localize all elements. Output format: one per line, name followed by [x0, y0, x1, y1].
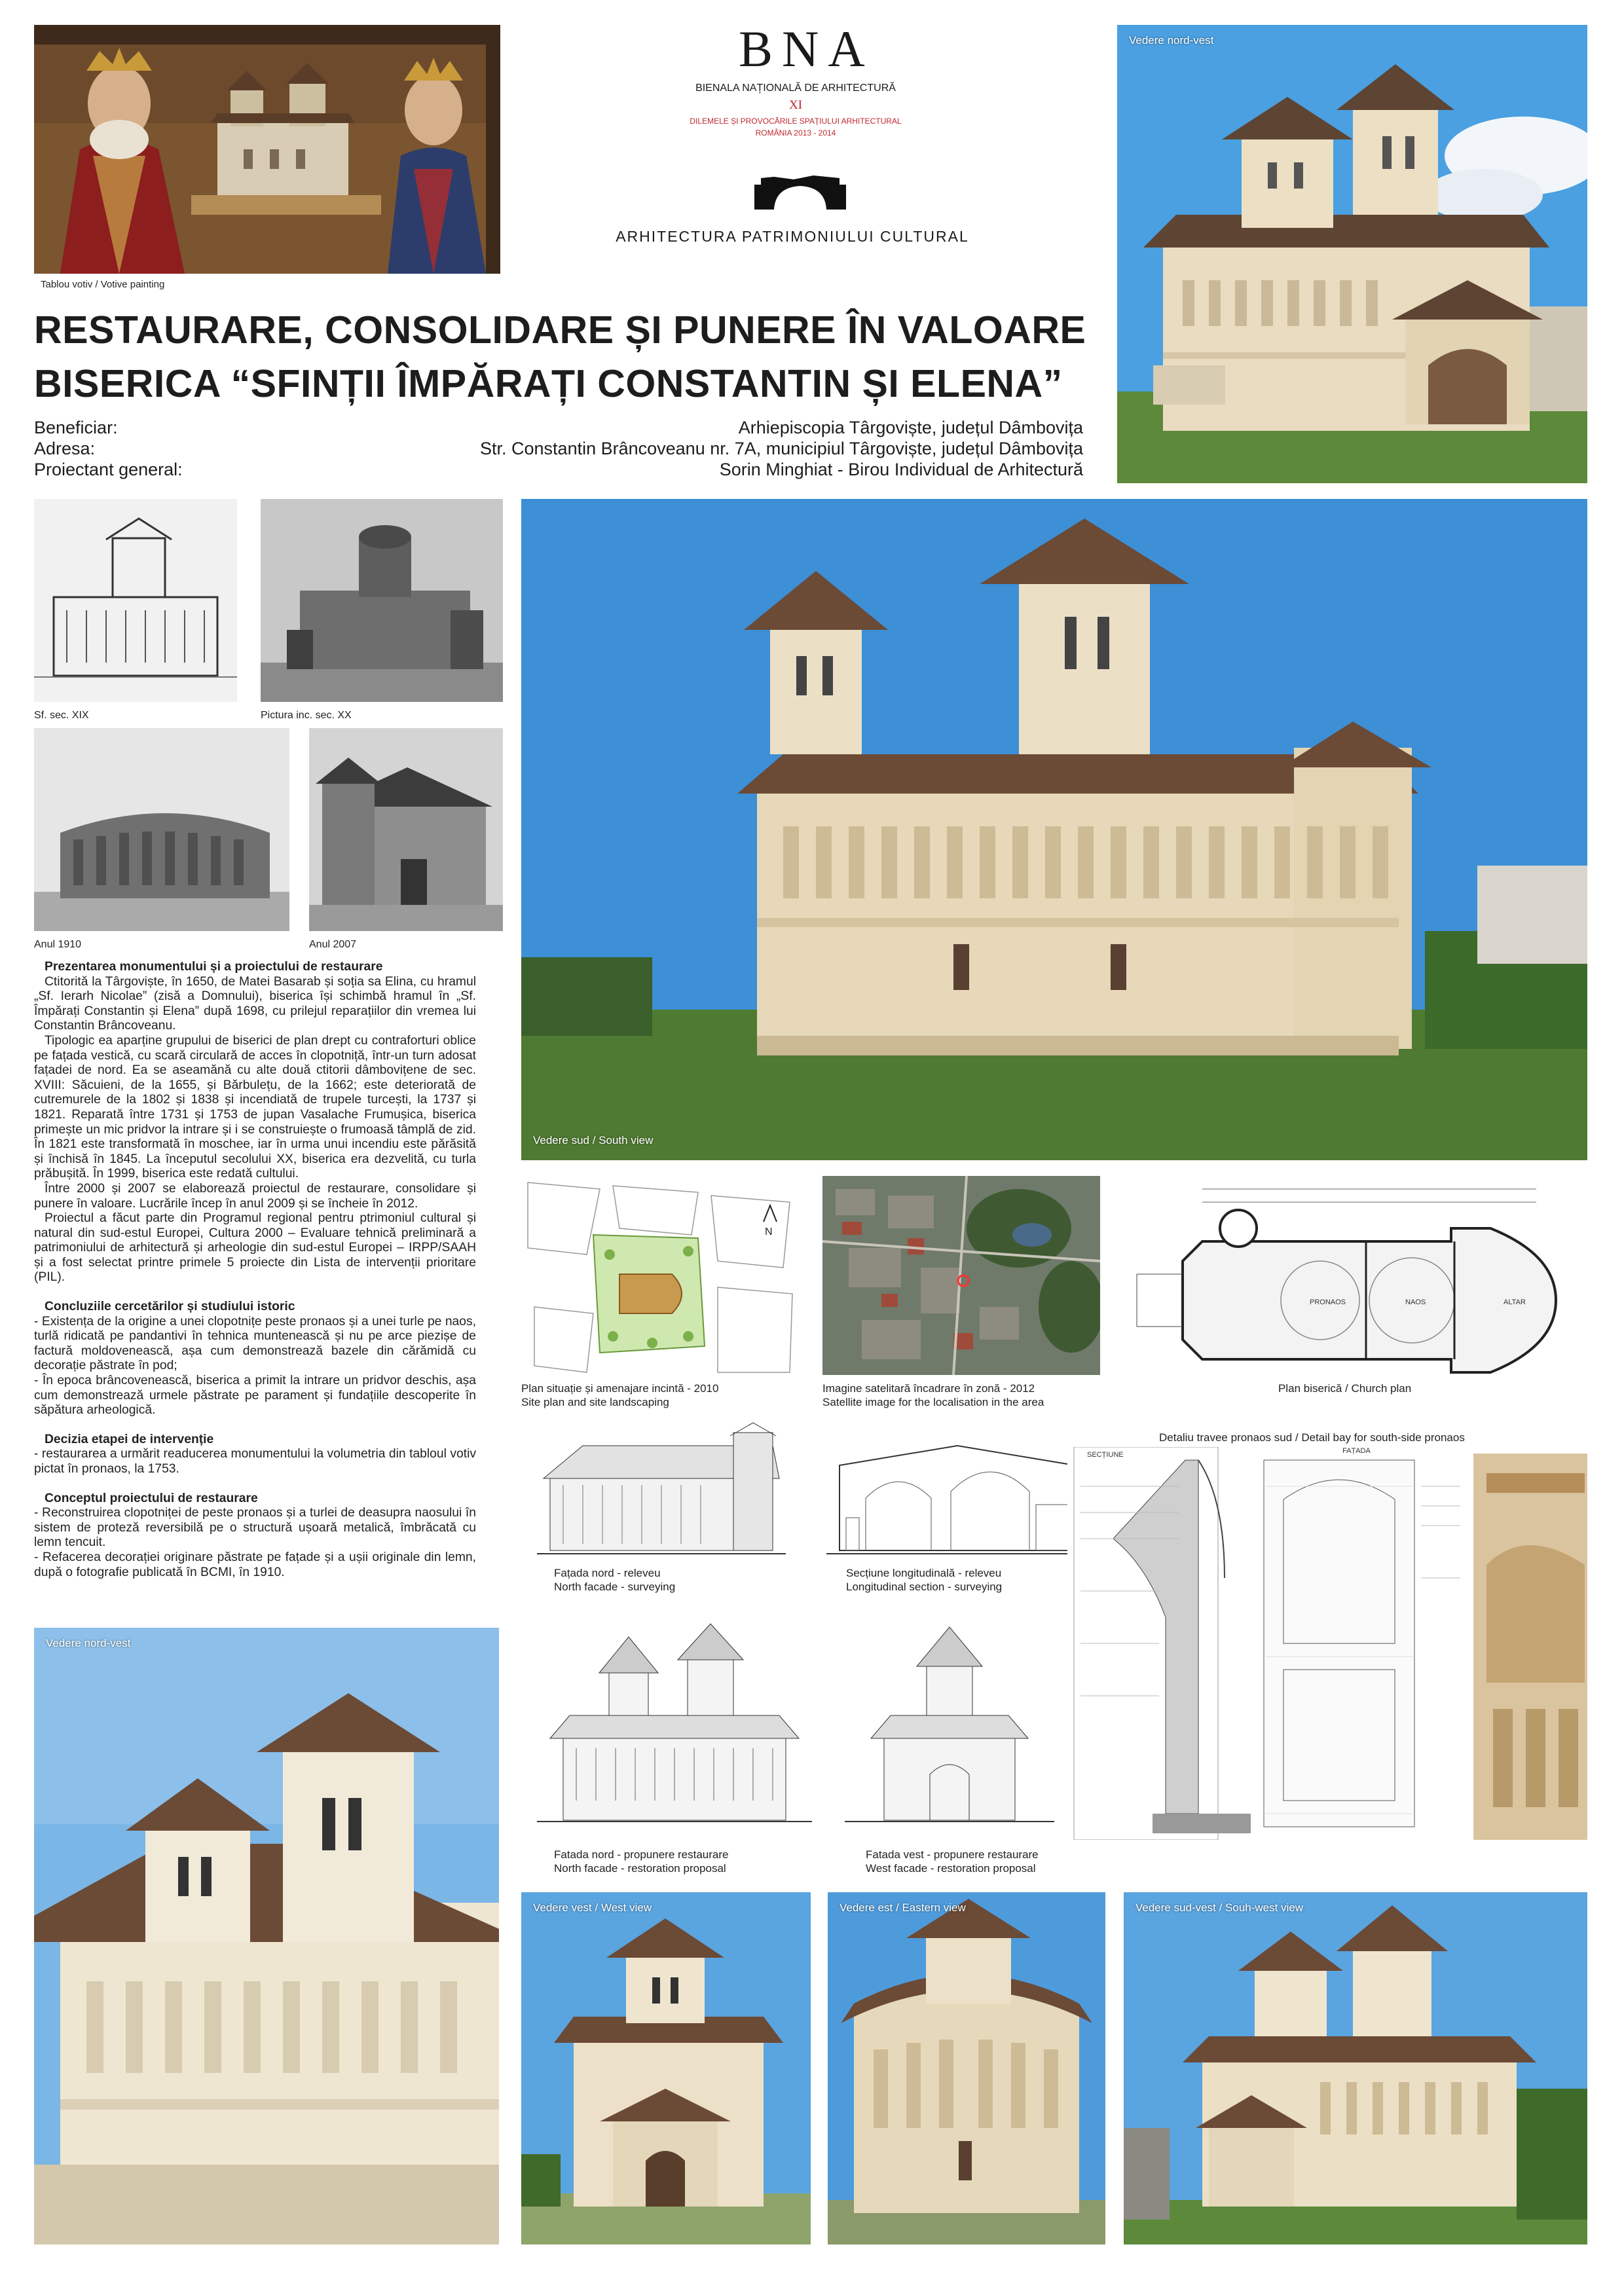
northwest-view-photo: [1117, 25, 1587, 483]
paragraph-1: Ctitorită la Târgoviște, în 1650, de Matei Basarab și soția sa Elina, cu hramul „Sf. Ierarh Nicolae” (zisă a Domnului), biserica își schimbă hramul în „Sf. Împărați Constantin și Elena” după 1698, cu prilejul reparațiilor din vremea lui Constantin Brâncoveanu.: [34, 974, 476, 1033]
north-facade-proposal-drawing: [537, 1617, 812, 1833]
title-line-2: BISERICA “SFINȚII ÎMPĂRAȚI CONSTANTIN ȘI ELENA”: [34, 362, 1063, 405]
southwest-view-label: Vedere sud-vest / Souh-west view: [1135, 1901, 1304, 1914]
west-view-photo: [521, 1892, 811, 2245]
east-view-photo: [828, 1892, 1105, 2245]
historic-caption-1: Sf. sec. XIX: [34, 710, 89, 721]
paragraph-7: - restaurarea a urmărit readucerea monumentului la volumetria din tabloul votiv pictat în pronaos, la 1753.: [34, 1447, 476, 1476]
historic-caption-3: Anul 1910: [34, 939, 82, 950]
edition-badge: XI: [788, 98, 803, 112]
historic-caption-2: Pictura inc. sec. XX: [261, 710, 352, 721]
info-label-beneficiary: Beneficiar:: [34, 418, 118, 437]
site-plan-caption-2: Site plan and site landscaping: [521, 1396, 669, 1408]
historic-photo-1910: [34, 728, 289, 931]
historic-photo-early-20th: [261, 499, 503, 702]
section-name: ARHITECTURA PATRIMONIULUI CULTURAL: [616, 228, 969, 245]
info-label-designer: Proiectant general:: [34, 460, 183, 479]
theme-line-1: DILEMELE ȘI PROVOCĂRILE SPAȚIULUI ARHITECTURAL: [690, 117, 902, 126]
heading-presentation: Prezentarea monumentului și a proiectului de restaurare: [45, 960, 383, 974]
longitudinal-section-drawing: [826, 1420, 1088, 1564]
site-plan-drawing: [521, 1176, 799, 1379]
southwest-view-photo: [1124, 1892, 1587, 2245]
votive-caption: Tablou votiv / Votive painting: [41, 279, 165, 290]
heading-conclusions: Concluziile cercetărilor și studiului istoric: [45, 1300, 295, 1314]
detail-bay-drawing: [1067, 1447, 1587, 1840]
south-view-photo: [521, 499, 1587, 1160]
detail-label-section: SECȚIUNE: [1087, 1451, 1124, 1459]
north-facade-proposal-caption-2: North facade - restoration proposal: [554, 1862, 726, 1875]
votive-painting-image: [34, 25, 500, 274]
northwest-bottom-label: Vedere nord-vest: [46, 1637, 131, 1649]
north-facade-proposal-caption-1: Fatada nord - propunere restaurare: [554, 1848, 729, 1861]
paragraph-2: Tipologic ea aparține grupului de biserici de plan drept cu contraforturi oblice pe fațada vestică, cu scară circulară de acces în clopotniță, într-un turn adosat fațadei de nord. Ea se aseamănă cu alte două ctitorii dâmbovițene de sec. XVIII: Săcuieni, de la 1655, și Bărbulețu, de la 1662; este deteriorată de cutremurele de la 1802 și 1838 și incendiată de trupele turcești, la 1737 și 1821. Reparată între 1731 și 1753 de jupan Vasalache Frumușica, biserica primește un mic pridvor la intrare și i se construiește o frumoasă tâmplă de zid. În 1821 este transformată în moschee, iar în urma unui incendiu este părăsită și închisă în 1845. La începutul secolului XX, biserica era dezvelită, cu turla prăbușită. În 1999, biserica este redată cultului.: [34, 1033, 476, 1181]
paragraph-9: - Refacerea decorației originare păstrate pe fațade și a ușii originale din lemn, după o fotografie publicată în BCMI, în 1910.: [34, 1550, 476, 1579]
west-view-label: Vedere vest / West view: [533, 1901, 652, 1914]
northwest-view-photo-bottom: [34, 1628, 499, 2245]
historic-caption-4: Anul 2007: [309, 939, 357, 950]
west-facade-proposal-drawing: [845, 1617, 1054, 1833]
theme-line-2: ROMÂNIA 2013 - 2014: [755, 128, 836, 137]
info-value-address: Str. Constantin Brâncoveanu nr. 7A, municipiul Târgoviște, județul Dâmbovița: [480, 439, 1083, 458]
info-label-address: Adresa:: [34, 439, 96, 458]
north-facade-survey-drawing: [537, 1420, 786, 1564]
northwest-view-label: Vedere nord-vest: [1129, 34, 1214, 46]
north-facade-survey-caption-1: Fațada nord - releveu: [554, 1567, 661, 1579]
south-view-label: Vedere sud / South view: [533, 1134, 654, 1146]
plan-label-pronaos: PRONAOS: [1310, 1298, 1346, 1306]
bna-logo: BNA: [739, 20, 874, 77]
title-line-1: RESTAURARE, CONSOLIDARE ȘI PUNERE ÎN VALOARE: [34, 308, 1086, 352]
biennale-name: BIENALA NAȚIONALĂ DE ARHITECTURĂ: [695, 82, 896, 94]
svg-text:N: N: [765, 1226, 773, 1237]
description-text: [34, 960, 476, 1580]
paragraph-8: - Reconstruirea clopotniței de peste pronaos și a turlei de deasupra naosului în sistem de proteză reversibilă pe o structură ușoară metalică, îmbrăcată cu lemn tencuit.: [34, 1506, 476, 1550]
longitudinal-section-caption-2: Longitudinal section - surveying: [846, 1581, 1003, 1593]
paragraph-3: Între 2000 și 2007 se elaborează proiectul de restaurare, consolidare și punere în valoare. Lucrările încep în anul 2009 și se încheie în 2012.: [34, 1181, 476, 1211]
heading-concept: Conceptul proiectului de restaurare: [45, 1491, 258, 1505]
detail-label-facade: FAȚADA: [1342, 1447, 1371, 1455]
bridge-logo-icon: [754, 172, 846, 211]
north-facade-survey-caption-2: North facade - surveying: [554, 1581, 676, 1593]
plan-label-altar: ALTAR: [1504, 1298, 1526, 1306]
historic-photo-2007: [309, 728, 503, 931]
info-value-beneficiary: Arhiepiscopia Târgoviște, județul Dâmbovița: [738, 418, 1083, 437]
site-plan-caption-1: Plan situație și amenajare incintă - 2010: [521, 1382, 719, 1395]
church-plan-drawing: [1124, 1176, 1587, 1379]
satellite-image: [822, 1176, 1100, 1375]
west-facade-proposal-caption-1: Fatada vest - propunere restaurare: [866, 1848, 1039, 1861]
plan-label-naos: NAOS: [1405, 1298, 1426, 1306]
east-view-label: Vedere est / Eastern view: [840, 1901, 966, 1914]
satellite-caption-2: Satellite image for the localisation in the area: [822, 1396, 1044, 1408]
longitudinal-section-caption-1: Secțiune longitudinală - releveu: [846, 1567, 1002, 1579]
historic-photo-19th-century: [34, 499, 237, 702]
satellite-caption-1: Imagine satelitară încadrare în zonă - 2012: [822, 1382, 1035, 1395]
paragraph-5: - Existența de la origine a unei clopotnițe peste pronaos și a unei turle pe naos, turlă ridicată pe pandantivi în tehnica muntenească și nu pe arce piezișe de factură moldovenească, așa cum demonstrează bazele din cărămidă cu decorație păstrate în pod;: [34, 1314, 476, 1373]
detail-bay-title: Detaliu travee pronaos sud / Detail bay for south-side pronaos: [1159, 1431, 1465, 1444]
heading-decision: Decizia etapei de intervenție: [45, 1432, 214, 1446]
paragraph-6: - În epoca brâncovenească, biserica a primit la intrare un pridvor deschis, așa cum demonstrează urmele păstrate pe parament și fundațiile descoperite în săpătura arheologică.: [34, 1374, 476, 1418]
west-facade-proposal-caption-2: West facade - restoration proposal: [866, 1862, 1036, 1875]
church-plan-caption: Plan biserică / Church plan: [1278, 1382, 1412, 1395]
paragraph-4: Proiectul a făcut parte din Programul regional pentru ptrimoniul cultural și natural din sud-estul Europei, Cultura 2000 – Evaluare tehnică preliminară a patrimoniului de arhitectură și arheologie din sud-estul Europei – IRPP/SAAH și a fost selectat printre primele 5 proiecte din Lista de intervenții prioritare (PIL).: [34, 1211, 476, 1285]
info-value-designer: Sorin Minghiat - Birou Individual de Arhitectură: [719, 460, 1083, 479]
